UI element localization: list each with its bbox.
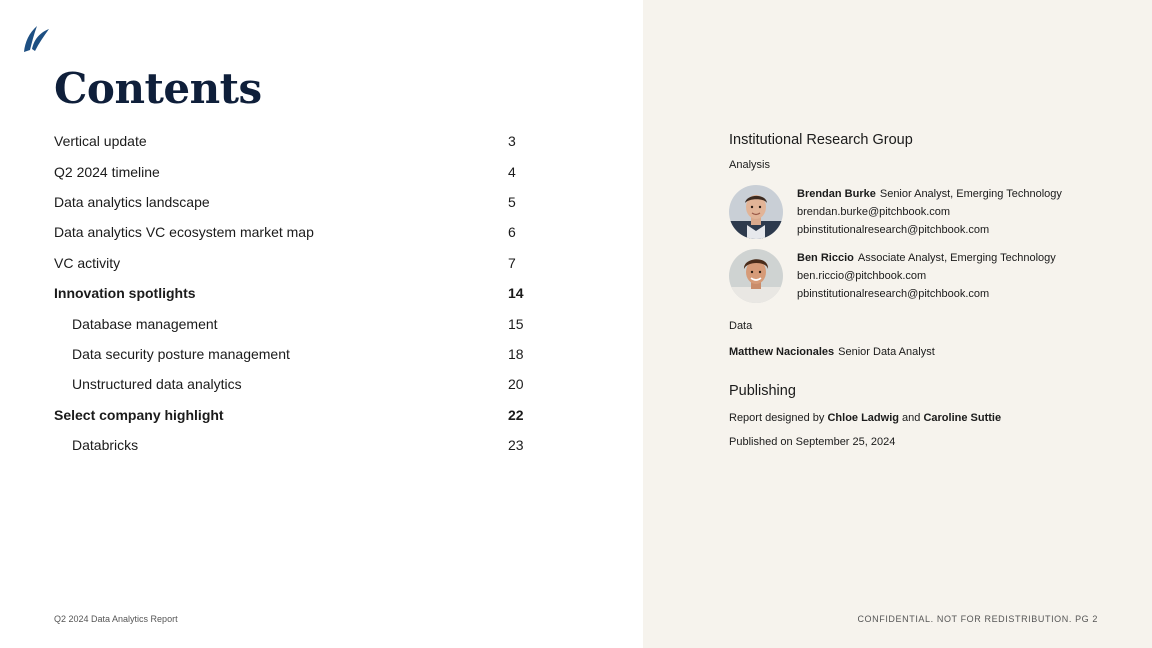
confidential-footer: CONFIDENTIAL. NOT FOR REDISTRIBUTION. PG 2 — [857, 614, 1098, 624]
data-label: Data — [729, 320, 753, 332]
analyst-name: Brendan Burke — [797, 188, 876, 200]
designed-and: and — [902, 412, 921, 424]
avatar — [729, 185, 783, 239]
toc-page: 20 — [508, 376, 524, 393]
toc-item[interactable] — [54, 126, 534, 156]
analyst-info — [797, 185, 1062, 239]
analyst-group-email[interactable]: pbinstitutionalresearch@pitchbook.com — [797, 288, 990, 300]
toc-label: VC activity — [54, 254, 121, 271]
toc-page: 15 — [508, 315, 524, 332]
right-panel — [643, 0, 1152, 648]
toc-item[interactable] — [54, 369, 534, 399]
toc-page: 22 — [508, 406, 524, 423]
avatar — [729, 249, 783, 303]
toc-page: 18 — [508, 345, 524, 362]
toc-label: Data analytics VC ecosystem market map — [54, 224, 314, 241]
published-date: Published on September 25, 2024 — [729, 436, 896, 448]
toc-item[interactable] — [54, 217, 534, 247]
analyst-info — [797, 249, 1056, 303]
analyst-group-email[interactable]: pbinstitutionalresearch@pitchbook.com — [797, 224, 990, 236]
analyst-email[interactable]: ben.riccio@pitchbook.com — [797, 270, 927, 282]
toc-page: 5 — [508, 193, 516, 210]
toc-label: Q2 2024 timeline — [54, 163, 160, 180]
analyst-name: Ben Riccio — [797, 252, 854, 264]
table-of-contents — [54, 126, 534, 460]
designed-prefix: Report designed by — [729, 412, 825, 424]
analyst-card — [729, 185, 1109, 241]
toc-item[interactable] — [54, 308, 534, 338]
toc-page: 14 — [508, 285, 524, 302]
toc-label: Innovation spotlights — [54, 285, 196, 302]
research-group-title: Institutional Research Group — [729, 132, 913, 148]
analysis-label: Analysis — [729, 159, 770, 171]
pitchbook-logo-icon — [21, 24, 51, 54]
designer-name: Chloe Ladwig — [827, 412, 899, 424]
toc-label: Select company highlight — [54, 406, 224, 423]
analyst-role: Associate Analyst, Emerging Technology — [857, 252, 1056, 264]
analyst-email[interactable]: brendan.burke@pitchbook.com — [797, 206, 951, 218]
report-name-footer: Q2 2024 Data Analytics Report — [54, 614, 178, 624]
toc-page: 23 — [508, 437, 524, 454]
publishing-title: Publishing — [729, 383, 796, 399]
page-title: Contents — [54, 64, 262, 113]
toc-item[interactable] — [54, 248, 534, 278]
toc-label: Vertical update — [54, 133, 147, 150]
analyst-card — [729, 249, 1109, 305]
toc-label: Data analytics landscape — [54, 193, 210, 210]
toc-page: 7 — [508, 254, 516, 271]
report-designers — [729, 412, 1001, 424]
data-analyst — [729, 346, 935, 358]
designer-name: Caroline Suttie — [923, 412, 1002, 424]
data-analyst-name: Matthew Nacionales — [729, 346, 835, 358]
toc-label: Unstructured data analytics — [72, 376, 242, 393]
toc-item[interactable] — [54, 156, 534, 186]
toc-label: Database management — [72, 315, 218, 332]
toc-page: 4 — [508, 163, 516, 180]
toc-item[interactable] — [54, 339, 534, 369]
toc-page: 6 — [508, 224, 516, 241]
toc-page: 3 — [508, 133, 516, 150]
analyst-role: Senior Analyst, Emerging Technology — [879, 188, 1062, 200]
toc-item[interactable] — [54, 430, 534, 460]
toc-label: Databricks — [72, 437, 139, 454]
toc-item[interactable] — [54, 187, 534, 217]
data-analyst-role: Senior Data Analyst — [838, 346, 935, 358]
toc-label: Data security posture management — [72, 345, 290, 362]
toc-item[interactable] — [54, 278, 534, 308]
toc-item[interactable] — [54, 400, 534, 430]
